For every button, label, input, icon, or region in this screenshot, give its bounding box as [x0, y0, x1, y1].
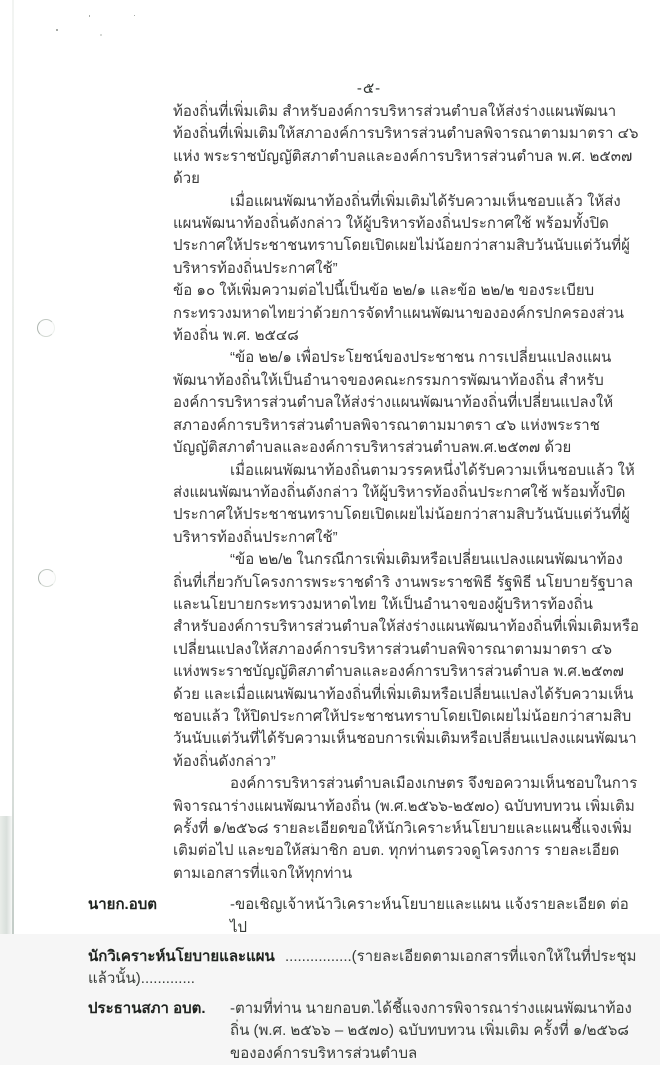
page-number: -๕-: [356, 80, 382, 97]
scan-speck: [56, 29, 58, 31]
document-content: [88, 101, 644, 1065]
punch-hole: [37, 319, 55, 337]
paragraph: เมื่อแผนพัฒนาท้องถิ่นที่เพิ่มเติมได้รับความเห็นชอบแล้ว ให้ส่งแผนพัฒนาท้องถิ่นดังกล่าว ให้ผู้บริหารท้องถิ่นประกาศใช้ พร้อมทั้งปิดประกาศให้ประชาชนทราบโดยเปิดเผยไม่น้อยกว่าสามสิบวันนับแต่วันที่ผู้บริหารท้องถิ่นประกาศใช้”: [173, 192, 630, 277]
speaker-label: นักวิเคราะห์นโยบายและแผน: [88, 948, 275, 966]
speaker-text: -ตามที่ท่าน นายกอบต.ได้ชี้แจงการพิจารณาร่างแผนพัฒนาท้องถิ่น (พ.ศ. ๒๕๖๖ – ๒๕๗๐) ฉบับทบทวน เพิ่มเติม ครั้งที่ ๑/๒๕๖๘ ขององค์การบริหารส่วนตำบล: [230, 999, 632, 1062]
speaker-row-analyst: [88, 946, 644, 991]
scan-edge-line: [12, 0, 14, 934]
speaker-text: -ขอเชิญเจ้าหน้าวิเคราะห์นโยบายและแผน แจ้งรายละเอียด ต่อไป: [230, 896, 629, 936]
paragraph: องค์การบริหารส่วนตำบลเมืองเกษตร จึงขอความเห็นชอบในการพิจารณาร่างแผนพัฒนาท้องถิ่น (พ.ศ.๒๕๖๖-๒๕๗๐) ฉบับทบทวน เพิ่มเติม ครั้งที่ ๑/๒๕๖๘ รายละเอียดขอให้นักวิเคราะห์นโยบายและแผนชี้แจงเพิ่มเติมต่อไป และขอให้สมาชิก อบต. ทุกท่านตรวจดูโครงการ รายละเอียดตามเอกสารที่แจกให้ทุกท่าน: [173, 775, 638, 882]
paragraph: เมื่อแผนพัฒนาท้องถิ่นตามวรรคหนึ่งได้รับความเห็นชอบแล้ว ให้ส่งแผนพัฒนาท้องถิ่นดังกล่าว ให้ผู้บริหารท้องถิ่นประกาศใช้ พร้อมทั้งปิดประกาศให้ประชาชนทราบโดยเปิดเผยไม่น้อยกว่าสามสิบวันนับแต่วันที่ผู้บริหารท้องถิ่นประกาศใช้”: [173, 461, 635, 546]
speaker-section: [88, 894, 644, 1065]
scan-speck: [89, 15, 90, 17]
punch-hole: [38, 569, 56, 587]
scan-speck: [134, 15, 135, 16]
speaker-text: ................(รายละเอียดตามเอกสารที่แจกให้ในที่ประชุมแล้วนั้น).............: [88, 948, 637, 988]
paragraph: ท้องถิ่นที่เพิ่มเติม สำหรับองค์การบริหารส่วนตำบลให้ส่งร่างแผนพัฒนาท้องถิ่นที่เพิ่มเติมให้สภาองค์การบริหารส่วนตำบลพิจารณาตามมาตรา ๔๖ แห่ง พระราชบัญญัติสภาตำบลและองค์การบริหารส่วนตำบล พ.ศ. ๒๕๓๗ ด้วย: [173, 103, 639, 188]
paragraph: “ข้อ ๒๒/๒ ในกรณีการเพิ่มเติมหรือเปลี่ยนแปลงแผนพัฒนาท้องถิ่นที่เกี่ยวกับโครงการพระราชดำริ งานพระราชพิธี รัฐพิธี นโยบายรัฐบาล และนโยบายกระทรวงมหาดไทย ให้เป็นอำนาจของผู้บริหารท้องถิ่น สำหรับองค์การบริหารส่วนตำบลให้ส่งร่างแผนพัฒนาท้องถิ่นที่เพิ่มเติมหรือเปลี่ยนแปลงให้สภาองค์การบริหารส่วนตำบลพิจารณาตามมาตรา ๔๖ แห่งพระราชบัญญัติสภาตำบลและองค์การบริหารส่วนตำบล พ.ศ.๒๕๓๗ ด้วย และเมื่อแผนพัฒนาท้องถิ่นที่เพิ่มเติมหรือเปลี่ยนแปลงได้รับความเห็นชอบแล้ว ให้ปิดประกาศให้ประชาชนทราบโดยเปิดเผยไม่น้อยกว่าสามสิบวันนับแต่วันที่ได้รับความเห็นชอบการเพิ่มเติมหรือเปลี่ยนแปลงแผนพัฒนาท้องถิ่นดังกล่าว”: [173, 551, 640, 770]
body-paragraphs: [173, 101, 640, 885]
paragraph: ข้อ ๑๐ ให้เพิ่มความต่อไปนี้เป็นข้อ ๒๒/๑ และข้อ ๒๒/๒ ของระเบียบกระทรวงมหาดไทยว่าด้วยการจัดทำแผนพัฒนาขององค์กรปกครองส่วนท้องถิ่น พ.ศ. ๒๕๔๘: [173, 282, 625, 345]
speaker-label: ประธานสภา อบต.: [88, 999, 206, 1017]
paragraph: “ข้อ ๒๒/๑ เพื่อประโยชน์ของประชาชน การเปลี่ยนแปลงแผนพัฒนาท้องถิ่นให้เป็นอำนาจของคณะกรรมการพัฒนาท้องถิ่น สำหรับองค์การบริหารส่วนตำบลให้ส่งร่างแผนพัฒนาท้องถิ่นที่เปลี่ยนแปลงให้สภาองค์การบริหารส่วนตำบลพิจารณาตามมาตรา ๔๖ แห่งพระราชบัญญัติสภาตำบลและองค์การบริหารส่วนตำบลพ.ศ.๒๕๓๗ ด้วย: [173, 349, 614, 457]
speaker-row-nayok: [88, 894, 644, 939]
scan-speck: [100, 34, 102, 36]
speaker-label: นายก.อบต: [88, 896, 157, 914]
speaker-row-chairman: [88, 998, 644, 1065]
scan-edge-shadow: [0, 816, 12, 934]
